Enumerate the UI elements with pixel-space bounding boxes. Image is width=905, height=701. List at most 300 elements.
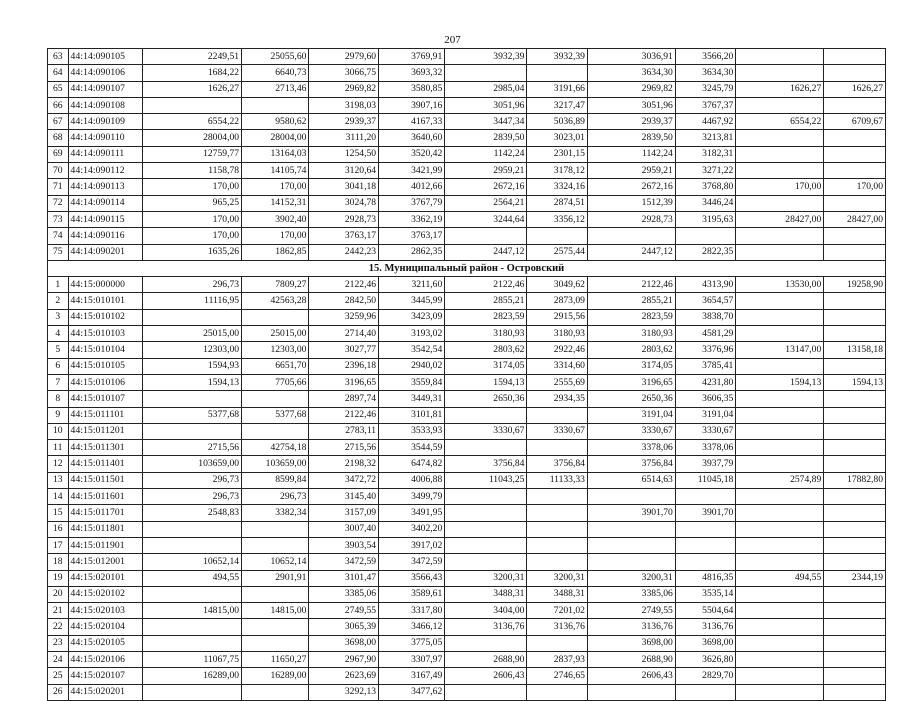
value-cell: 28427,00	[736, 211, 824, 227]
row-number-cell: 9	[48, 407, 69, 423]
cadastral-code-cell: 44:14:090201	[68, 244, 142, 260]
value-cell: 7201,02	[527, 603, 588, 619]
cadastral-code-cell: 44:14:090108	[68, 97, 142, 113]
value-cell: 28004,00	[142, 130, 241, 146]
row-number-cell: 6	[48, 358, 69, 374]
value-cell: 3065,39	[309, 619, 379, 635]
value-cell: 3196,65	[309, 374, 379, 390]
value-cell	[736, 603, 824, 619]
value-cell: 3763,17	[379, 228, 445, 244]
value-cell: 2934,35	[527, 391, 588, 407]
table-row	[48, 374, 886, 390]
row-number-cell: 72	[48, 195, 69, 211]
value-cell: 2979,60	[309, 49, 379, 65]
value-cell: 3449,31	[379, 391, 445, 407]
value-cell: 2959,21	[587, 163, 675, 179]
value-cell	[587, 684, 675, 700]
value-cell: 25055,60	[242, 49, 309, 65]
value-cell: 2874,51	[527, 195, 588, 211]
value-cell: 3378,06	[587, 440, 675, 456]
value-cell: 9580,62	[242, 114, 309, 130]
value-cell: 2783,11	[309, 423, 379, 439]
value-cell: 3198,03	[309, 97, 379, 113]
cadastral-code-cell: 44:14:090107	[68, 81, 142, 97]
row-number-cell: 16	[48, 521, 69, 537]
value-cell: 6514,63	[587, 472, 675, 488]
value-cell: 3292,13	[309, 684, 379, 700]
table-row	[48, 293, 886, 309]
row-number-cell: 74	[48, 228, 69, 244]
value-cell	[736, 505, 824, 521]
row-number-cell: 20	[48, 586, 69, 602]
row-number-cell: 66	[48, 97, 69, 113]
cadastral-code-cell: 44:15:011301	[68, 440, 142, 456]
table-row	[48, 586, 886, 602]
table-row	[48, 81, 886, 97]
value-cell	[824, 146, 886, 162]
value-cell	[142, 635, 241, 651]
value-cell	[242, 684, 309, 700]
value-cell: 3559,84	[379, 374, 445, 390]
value-cell: 3423,09	[379, 309, 445, 325]
value-cell	[736, 146, 824, 162]
value-cell	[824, 684, 886, 700]
value-cell	[736, 554, 824, 570]
value-cell: 42754,18	[242, 440, 309, 456]
value-cell	[736, 651, 824, 667]
row-number-cell: 70	[48, 163, 69, 179]
value-cell: 2842,50	[309, 293, 379, 309]
value-cell: 3259,96	[309, 309, 379, 325]
value-cell: 17882,80	[824, 472, 886, 488]
value-cell: 3378,06	[675, 440, 736, 456]
value-cell: 3634,30	[587, 65, 675, 81]
value-cell	[675, 489, 736, 505]
value-cell: 2746,65	[527, 668, 588, 684]
value-cell: 3049,62	[527, 277, 588, 293]
table-row	[48, 309, 886, 325]
value-cell	[675, 684, 736, 700]
value-cell	[527, 489, 588, 505]
row-number-cell: 17	[48, 537, 69, 553]
value-cell: 2939,37	[309, 114, 379, 130]
value-cell	[736, 407, 824, 423]
row-number-cell: 64	[48, 65, 69, 81]
value-cell	[675, 537, 736, 553]
value-cell: 2897,74	[309, 391, 379, 407]
table-row	[48, 65, 886, 81]
value-cell: 494,55	[142, 570, 241, 586]
value-cell: 3191,66	[527, 81, 588, 97]
cadastral-code-cell: 44:15:000000	[68, 277, 142, 293]
cadastral-code-cell: 44:15:020102	[68, 586, 142, 602]
value-cell: 1862,85	[242, 244, 309, 260]
value-cell	[824, 293, 886, 309]
value-cell: 3007,40	[309, 521, 379, 537]
value-cell: 3307,97	[379, 651, 445, 667]
value-cell: 3520,42	[379, 146, 445, 162]
cadastral-code-cell: 44:15:010106	[68, 374, 142, 390]
value-cell	[587, 537, 675, 553]
value-cell: 3195,63	[675, 211, 736, 227]
value-cell: 3024,78	[309, 195, 379, 211]
value-cell	[736, 489, 824, 505]
value-cell	[242, 97, 309, 113]
value-cell: 3756,84	[445, 456, 527, 472]
value-cell: 3535,14	[675, 586, 736, 602]
value-cell: 1594,13	[142, 374, 241, 390]
value-cell: 2714,40	[309, 326, 379, 342]
cadastral-code-cell: 44:15:011801	[68, 521, 142, 537]
value-cell	[445, 554, 527, 570]
cadastral-code-cell: 44:15:020105	[68, 635, 142, 651]
row-number-cell: 73	[48, 211, 69, 227]
table-row	[48, 195, 886, 211]
value-cell	[242, 537, 309, 553]
value-cell: 103659,00	[142, 456, 241, 472]
value-cell: 2650,36	[587, 391, 675, 407]
value-cell: 965,25	[142, 195, 241, 211]
row-number-cell: 15	[48, 505, 69, 521]
value-cell	[736, 228, 824, 244]
value-cell: 4467,92	[675, 114, 736, 130]
value-cell	[824, 456, 886, 472]
value-cell: 2839,50	[587, 130, 675, 146]
value-cell: 3917,02	[379, 537, 445, 553]
value-cell: 3174,05	[445, 358, 527, 374]
value-cell	[445, 489, 527, 505]
value-cell: 2574,89	[736, 472, 824, 488]
row-number-cell: 25	[48, 668, 69, 684]
value-cell: 170,00	[242, 179, 309, 195]
row-number-cell: 63	[48, 49, 69, 65]
value-cell: 2447,12	[445, 244, 527, 260]
value-cell: 3907,16	[379, 97, 445, 113]
value-cell: 3167,49	[379, 668, 445, 684]
value-cell: 3838,70	[675, 309, 736, 325]
value-cell: 3023,01	[527, 130, 588, 146]
cadastral-code-cell: 44:15:010107	[68, 391, 142, 407]
table-row	[48, 114, 886, 130]
cadastral-code-cell: 44:15:020106	[68, 651, 142, 667]
value-cell: 2623,69	[309, 668, 379, 684]
value-cell: 3775,05	[379, 635, 445, 651]
value-cell: 3472,72	[309, 472, 379, 488]
value-cell: 25015,00	[242, 326, 309, 342]
value-cell: 16289,00	[242, 668, 309, 684]
value-cell	[824, 97, 886, 113]
value-cell	[736, 423, 824, 439]
value-cell	[675, 554, 736, 570]
value-cell: 4231,80	[675, 374, 736, 390]
table-row	[48, 440, 886, 456]
value-cell: 3533,93	[379, 423, 445, 439]
value-cell	[736, 668, 824, 684]
value-cell: 13164,03	[242, 146, 309, 162]
cadastral-code-cell: 44:15:010104	[68, 342, 142, 358]
cadastral-code-cell: 44:14:090105	[68, 49, 142, 65]
cadastral-code-cell: 44:15:020104	[68, 619, 142, 635]
value-cell: 6474,82	[379, 456, 445, 472]
value-cell: 3385,06	[309, 586, 379, 602]
table-row	[48, 635, 886, 651]
value-cell: 6709,67	[824, 114, 886, 130]
cadastral-code-cell: 44:14:090109	[68, 114, 142, 130]
value-cell	[142, 619, 241, 635]
value-cell: 4006,88	[379, 472, 445, 488]
value-cell: 3937,79	[675, 456, 736, 472]
value-cell	[824, 440, 886, 456]
value-cell: 11116,95	[142, 293, 241, 309]
value-cell: 4167,33	[379, 114, 445, 130]
value-cell: 28004,00	[242, 130, 309, 146]
value-cell: 170,00	[242, 228, 309, 244]
value-cell: 2564,21	[445, 195, 527, 211]
table-row	[48, 326, 886, 342]
value-cell: 1512,39	[587, 195, 675, 211]
value-cell: 3182,31	[675, 146, 736, 162]
table-row	[48, 521, 886, 537]
value-cell	[824, 244, 886, 260]
value-cell	[736, 521, 824, 537]
value-cell: 13530,00	[736, 277, 824, 293]
value-cell	[142, 423, 241, 439]
value-cell: 2548,83	[142, 505, 241, 521]
value-cell	[527, 65, 588, 81]
value-cell: 2122,46	[309, 277, 379, 293]
value-cell: 3051,96	[587, 97, 675, 113]
table-row	[48, 244, 886, 260]
value-cell: 3136,76	[675, 619, 736, 635]
value-cell	[736, 130, 824, 146]
row-number-cell: 19	[48, 570, 69, 586]
value-cell: 1594,13	[445, 374, 527, 390]
table-row	[48, 668, 886, 684]
cadastral-code-cell: 44:15:011401	[68, 456, 142, 472]
table-row	[48, 456, 886, 472]
value-cell: 3488,31	[527, 586, 588, 602]
value-cell: 296,73	[142, 277, 241, 293]
value-cell	[527, 635, 588, 651]
value-cell: 3036,91	[587, 49, 675, 65]
value-cell	[445, 407, 527, 423]
value-cell: 4012,66	[379, 179, 445, 195]
value-cell: 11045,18	[675, 472, 736, 488]
value-cell: 3200,31	[527, 570, 588, 586]
row-number-cell: 24	[48, 651, 69, 667]
value-cell	[824, 49, 886, 65]
value-cell: 3768,80	[675, 179, 736, 195]
value-cell	[587, 489, 675, 505]
value-cell: 6651,70	[242, 358, 309, 374]
value-cell	[824, 668, 886, 684]
value-cell: 2823,59	[445, 309, 527, 325]
value-cell: 3769,91	[379, 49, 445, 65]
value-cell: 2839,50	[445, 130, 527, 146]
value-cell	[824, 505, 886, 521]
value-cell: 2855,21	[445, 293, 527, 309]
value-cell: 12759,77	[142, 146, 241, 162]
section-header-row	[48, 260, 886, 276]
value-cell: 3491,95	[379, 505, 445, 521]
value-cell: 3180,93	[587, 326, 675, 342]
table-row	[48, 97, 886, 113]
value-cell: 2901,91	[242, 570, 309, 586]
table-row	[48, 358, 886, 374]
value-cell	[242, 521, 309, 537]
value-cell	[445, 440, 527, 456]
value-cell: 3447,34	[445, 114, 527, 130]
table-row	[48, 163, 886, 179]
value-cell: 3693,32	[379, 65, 445, 81]
cadastral-code-cell: 44:15:011201	[68, 423, 142, 439]
value-cell: 2249,51	[142, 49, 241, 65]
value-cell: 3330,67	[445, 423, 527, 439]
value-cell: 3041,18	[309, 179, 379, 195]
cadastral-code-cell: 44:15:011701	[68, 505, 142, 521]
value-cell	[445, 228, 527, 244]
cadastral-code-cell: 44:14:090106	[68, 65, 142, 81]
value-cell: 2922,46	[527, 342, 588, 358]
row-number-cell: 75	[48, 244, 69, 260]
value-cell	[736, 49, 824, 65]
row-number-cell: 68	[48, 130, 69, 146]
cadastral-code-cell: 44:15:020107	[68, 668, 142, 684]
value-cell	[736, 163, 824, 179]
table-row	[48, 684, 886, 700]
value-cell: 11133,33	[527, 472, 588, 488]
cadastral-code-cell: 44:15:020101	[68, 570, 142, 586]
value-cell	[736, 65, 824, 81]
value-cell: 2688,90	[587, 651, 675, 667]
value-cell: 3544,59	[379, 440, 445, 456]
row-number-cell: 21	[48, 603, 69, 619]
table-body-district-14	[48, 49, 886, 261]
value-cell: 5377,68	[142, 407, 241, 423]
table-row	[48, 570, 886, 586]
value-cell: 2555,69	[527, 374, 588, 390]
value-cell	[824, 130, 886, 146]
value-cell: 2939,37	[587, 114, 675, 130]
value-cell: 170,00	[824, 179, 886, 195]
value-cell	[142, 684, 241, 700]
row-number-cell: 18	[48, 554, 69, 570]
value-cell: 2575,44	[527, 244, 588, 260]
value-cell	[242, 309, 309, 325]
value-cell: 2985,04	[445, 81, 527, 97]
value-cell: 7705,66	[242, 374, 309, 390]
value-cell: 3200,31	[587, 570, 675, 586]
value-cell	[445, 537, 527, 553]
value-cell: 28427,00	[824, 211, 886, 227]
value-cell: 1594,93	[142, 358, 241, 374]
value-cell	[824, 603, 886, 619]
row-number-cell: 23	[48, 635, 69, 651]
value-cell	[824, 537, 886, 553]
table-row	[48, 391, 886, 407]
value-cell: 296,73	[242, 489, 309, 505]
table-row	[48, 423, 886, 439]
value-cell: 2650,36	[445, 391, 527, 407]
cadastral-value-table	[47, 48, 886, 701]
value-cell: 5377,68	[242, 407, 309, 423]
value-cell: 3271,22	[675, 163, 736, 179]
value-cell: 2928,73	[587, 211, 675, 227]
value-cell: 3330,67	[527, 423, 588, 439]
value-cell: 14105,74	[242, 163, 309, 179]
value-cell: 3698,00	[675, 635, 736, 651]
value-cell	[736, 326, 824, 342]
cadastral-code-cell: 44:15:010105	[68, 358, 142, 374]
value-cell: 3634,30	[675, 65, 736, 81]
value-cell: 3903,54	[309, 537, 379, 553]
value-cell: 1594,13	[736, 374, 824, 390]
value-cell	[824, 635, 886, 651]
value-cell	[736, 456, 824, 472]
value-cell: 4816,35	[675, 570, 736, 586]
value-cell: 5504,64	[675, 603, 736, 619]
value-cell: 3932,39	[445, 49, 527, 65]
value-cell: 2915,56	[527, 309, 588, 325]
value-cell	[142, 309, 241, 325]
value-cell: 3901,70	[675, 505, 736, 521]
value-cell: 1142,24	[445, 146, 527, 162]
value-cell: 2969,82	[587, 81, 675, 97]
value-cell: 1626,27	[142, 81, 241, 97]
table-row	[48, 603, 886, 619]
value-cell: 3626,80	[675, 651, 736, 667]
row-number-cell: 4	[48, 326, 69, 342]
value-cell: 14152,31	[242, 195, 309, 211]
value-cell: 3178,12	[527, 163, 588, 179]
value-cell: 3472,59	[379, 554, 445, 570]
value-cell: 3901,70	[587, 505, 675, 521]
value-cell: 170,00	[142, 211, 241, 227]
cadastral-code-cell: 44:14:090116	[68, 228, 142, 244]
value-cell	[824, 489, 886, 505]
table-row	[48, 228, 886, 244]
value-cell: 3330,67	[675, 423, 736, 439]
value-cell	[824, 195, 886, 211]
value-cell: 3466,12	[379, 619, 445, 635]
value-cell: 3145,40	[309, 489, 379, 505]
table-row	[48, 342, 886, 358]
page-number: 207	[444, 34, 461, 46]
table-row	[48, 489, 886, 505]
value-cell: 2606,43	[587, 668, 675, 684]
value-cell: 1594,13	[824, 374, 886, 390]
value-cell: 3027,77	[309, 342, 379, 358]
row-number-cell: 14	[48, 489, 69, 505]
row-number-cell: 26	[48, 684, 69, 700]
value-cell: 3445,99	[379, 293, 445, 309]
value-cell: 3756,84	[587, 456, 675, 472]
section-header-group	[48, 260, 886, 276]
row-number-cell: 5	[48, 342, 69, 358]
value-cell	[527, 505, 588, 521]
value-cell	[527, 554, 588, 570]
value-cell: 1635,26	[142, 244, 241, 260]
value-cell: 3640,60	[379, 130, 445, 146]
value-cell	[142, 391, 241, 407]
value-cell	[527, 537, 588, 553]
value-cell: 42563,28	[242, 293, 309, 309]
value-cell: 2122,46	[587, 277, 675, 293]
table-row	[48, 130, 886, 146]
value-cell	[736, 619, 824, 635]
value-cell: 3193,02	[379, 326, 445, 342]
value-cell	[736, 391, 824, 407]
